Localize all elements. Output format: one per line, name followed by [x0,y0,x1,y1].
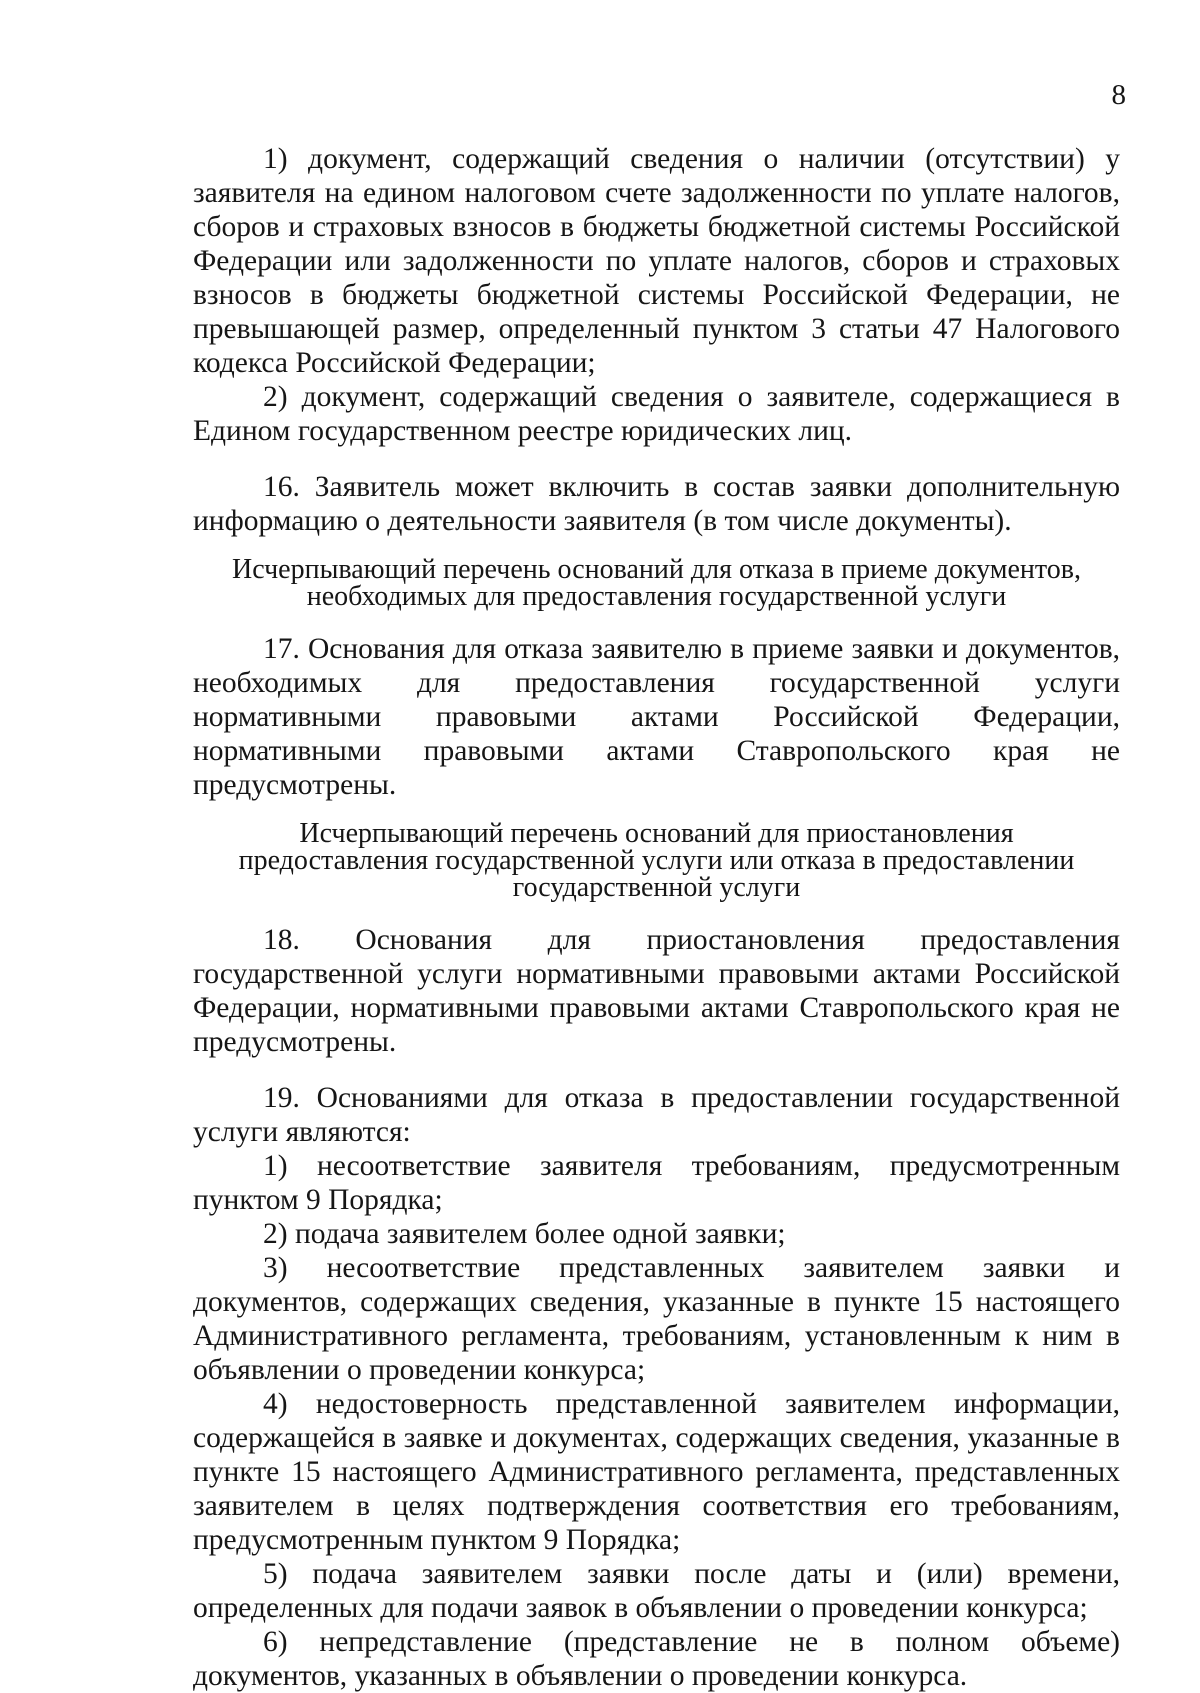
heading-line: необходимых для предоставления государственной услуги [306,581,1007,612]
paragraph-19-item-4: 4) недостоверность представленной заявителем информации, содержащейся в заявке и документах, содержащих сведения, указанные в пункте 15 настоящего Административного регламента, представленных заявителем в целях подтверждения соответствия его требованиям, предусмотренным пунктом 9 Порядка; [193,1388,1120,1556]
paragraph-15-item-2: 2) документ, содержащий сведения о заявителе, содержащиеся в Едином государственном реестре юридических лиц. [193,381,1120,447]
paragraph-19-item-6: 6) непредставление (представление не в полном объеме) документов, указанных в объявлении о проведении конкурса. [193,1626,1120,1692]
paragraph-17: 17. Основания для отказа заявителю в приеме заявки и документов, необходимых для предоставления государственной услуги нормативными правовыми актами Российской Федерации, нормативными правовыми актами Ставропольского края не предусмотрены. [193,633,1120,801]
page-body [193,142,1120,1693]
paragraph-19-intro: 19. Основаниями для отказа в предоставлении государственной услуги являются: [193,1082,1120,1148]
paragraph-19-item-1: 1) несоответствие заявителя требованиям, предусмотренным пунктом 9 Порядка; [193,1150,1120,1216]
paragraph-15-item-1: 1) документ, содержащий сведения о наличии (отсутствии) у заявителя на едином налоговом счете задолженности по уплате налогов, сборов и страховых взносов в бюджеты бюджетной системы Российской Федерации или задолженности по уплате налогов, сборов и страховых взносов в бюджеты бюджетной системы Российской Федерации, не превышающей размер, определенный пунктом 3 статьи 47 Налогового кодекса Российской Федерации; [193,143,1120,379]
paragraph-18: 18. Основания для приостановления предоставления государственной услуги нормативными правовыми актами Российской Федерации, нормативными правовыми актами Ставропольского края не предусмотрены. [193,924,1120,1058]
section-heading-refusal-acceptance [193,556,1120,610]
heading-line: Исчерпывающий перечень оснований для отказа в приеме документов, [232,554,1081,585]
paragraph-19-item-5: 5) подача заявителем заявки после даты и (или) времени, определенных для подачи заявок в объявлении о проведении конкурса; [193,1558,1120,1624]
heading-line: государственной услуги [512,872,801,903]
heading-line: предоставления государственной услуги или отказа в предоставлении [238,845,1075,876]
paragraph-16: 16. Заявитель может включить в состав заявки дополнительную информацию о деятельности заявителя (в том числе документы). [193,471,1120,537]
paragraph-19-item-3: 3) несоответствие представленных заявителем заявки и документов, содержащих сведения, указанные в пункте 15 настоящего Административного регламента, требованиям, установленным к ним в объявлении о проведении конкурса; [193,1252,1120,1386]
section-heading-suspension-refusal [193,820,1120,901]
page-number: 8 [1111,79,1126,111]
paragraph-19-item-2: 2) подача заявителем более одной заявки; [263,1218,786,1250]
heading-line: Исчерпывающий перечень оснований для приостановления [299,818,1014,849]
